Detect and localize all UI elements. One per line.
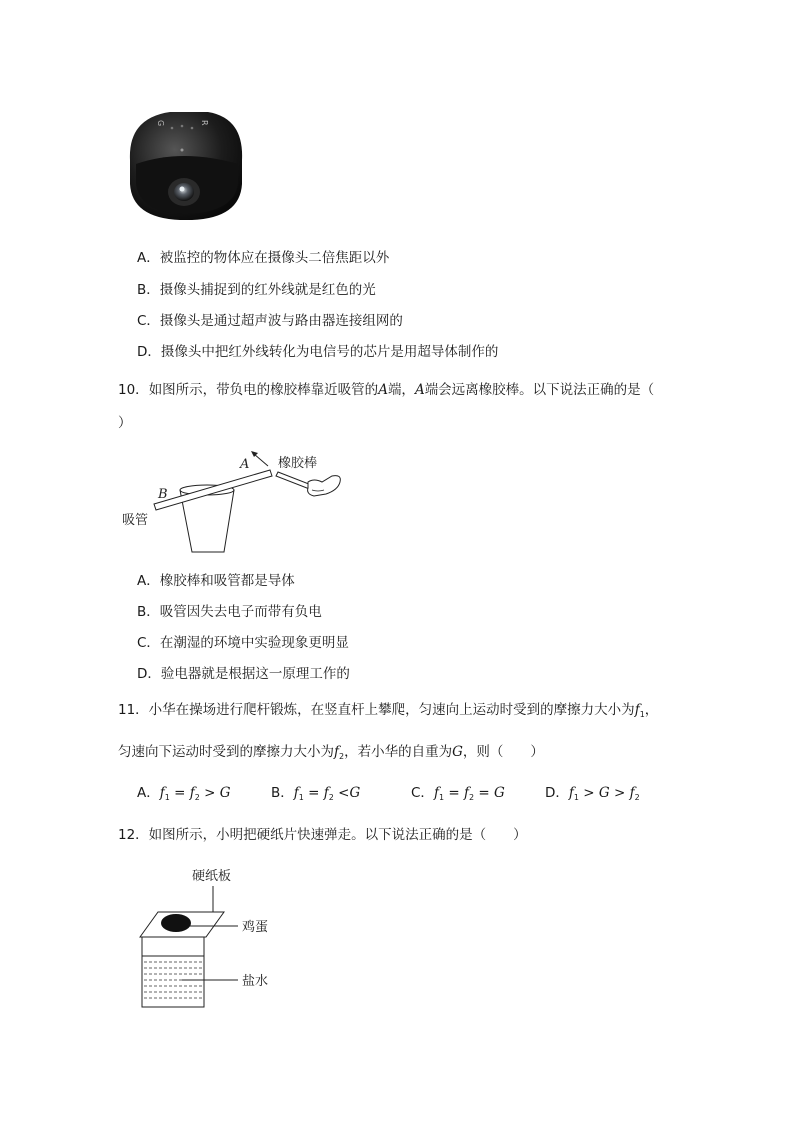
q10-label-a: A — [240, 457, 250, 472]
q10-option-c: C．在潮湿的环境中实验现象更明显 — [137, 635, 349, 651]
q10-close-paren: ） — [118, 415, 132, 431]
q10-label-rod: 橡胶棒 — [278, 456, 318, 471]
q9-option-b: B．摄像头捕捉到的红外线就是红色的光 — [137, 282, 376, 298]
camera-letter-r: R — [200, 120, 209, 126]
q12-figure — [120, 860, 300, 1020]
q9-option-d: D．摄像头中把红外线转化为电信号的芯片是用超导体制作的 — [137, 344, 499, 360]
q12-label-salt: 盐水 — [242, 974, 269, 989]
camera-image — [122, 100, 250, 228]
q10-label-b: B — [158, 487, 168, 502]
q10-option-a: A．橡胶棒和吸管都是导体 — [137, 573, 295, 589]
q9-option-c: C．摄像头是通过超声波与路由器连接组网的 — [137, 313, 403, 329]
q10-number: 10． — [118, 382, 149, 398]
q11-option-d: D．$f_1 > G > f_2$ — [545, 785, 640, 802]
camera-letter-g: G — [156, 120, 165, 127]
q12-question: 12．如图所示，小明把硬纸片快速弹走。以下说法正确的是（ ） — [118, 827, 527, 843]
q10-question: 10．如图所示，带负电的橡胶棒靠近吸管的A端，A端会远离橡胶棒。以下说法正确的是（ — [118, 382, 655, 398]
q10-label-straw: 吸管 — [122, 513, 149, 528]
q10-option-d: D．验电器就是根据这一原理工作的 — [137, 666, 350, 682]
q10-figure — [118, 446, 358, 558]
q11-option-c: C．$f_1 = f_2 = G$ — [411, 785, 505, 802]
q9-option-a: A．被监控的物体应在摄像头二倍焦距以外 — [137, 250, 390, 266]
q10-option-b: B．吸管因失去电子而带有负电 — [137, 604, 322, 620]
q11-option-b: B．$f_1 = f_2 <G$ — [271, 785, 361, 802]
q12-label-card: 硬纸板 — [192, 869, 232, 884]
q11-line-1: 11．小华在操场进行爬杆锻炼，在竖直杆上攀爬，匀速向上运动时受到的摩擦力大小为$f_1$， — [118, 702, 659, 719]
q11-option-a: A．$f_1 = f_2 > G$ — [137, 785, 231, 802]
q11-line-2: 匀速向下运动时受到的摩擦力大小为$f_2$，若小华的自重为G，则（ ） — [118, 744, 544, 761]
q12-label-egg: 鸡蛋 — [242, 920, 269, 935]
